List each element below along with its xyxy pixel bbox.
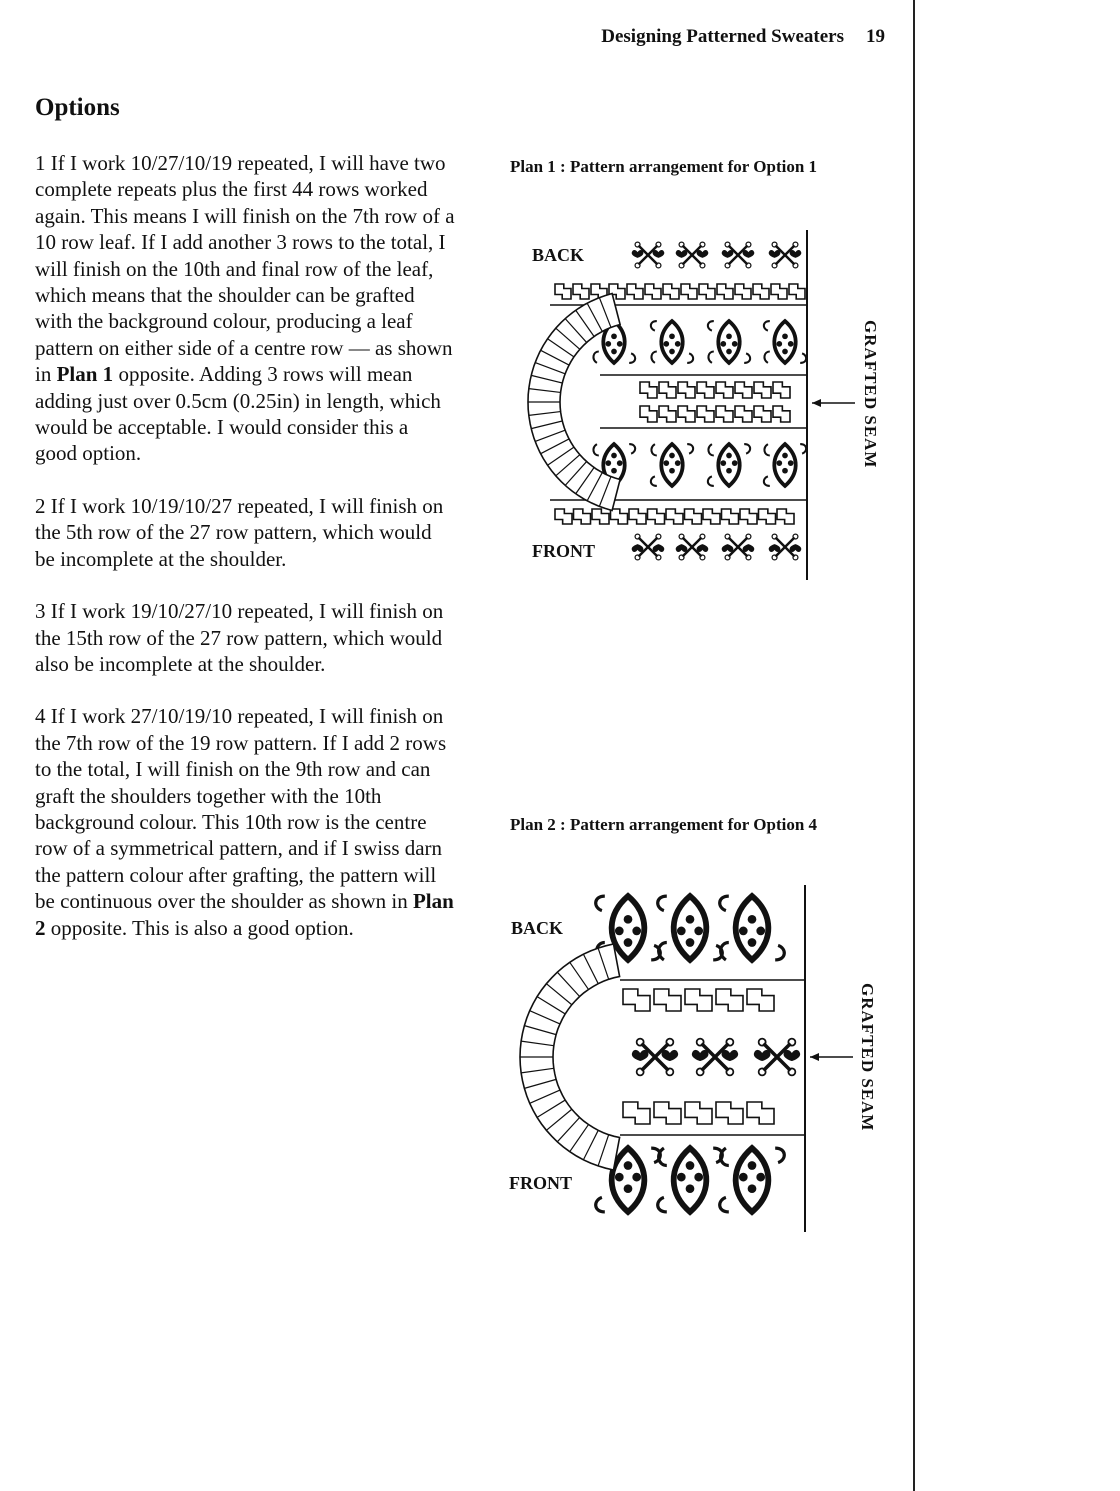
leaf-motif-row-front <box>593 444 806 486</box>
leaf-motif <box>651 321 693 363</box>
block-motif <box>574 509 591 524</box>
block-motif <box>753 284 769 299</box>
block-motif <box>754 382 771 398</box>
running-header <box>560 26 885 48</box>
block-motif <box>747 1102 774 1124</box>
block-motif <box>777 509 794 524</box>
page-edge-rule <box>913 0 915 1491</box>
section-heading: Options <box>35 94 120 121</box>
block-motif-row-back <box>555 284 805 299</box>
heart-cross-motif <box>722 534 755 560</box>
block-motif <box>735 406 752 422</box>
heart-cross-motif-row-back <box>632 242 802 268</box>
block-motif <box>681 284 697 299</box>
block-motif <box>735 284 751 299</box>
leaf-motif-row-back <box>596 896 785 960</box>
plan-1-front-label: FRONT <box>532 541 595 561</box>
block-motif <box>629 509 646 524</box>
leaf-motif <box>651 444 693 486</box>
plan-2-diagram <box>500 880 900 1240</box>
heart-cross-motif <box>676 534 709 560</box>
block-motif <box>716 989 743 1011</box>
neckband-arc <box>520 944 620 1170</box>
block-motif <box>648 509 665 524</box>
block-motif <box>699 284 715 299</box>
block-motif-row-front <box>555 509 794 524</box>
plan-2-seam-label: GRAFTED SEAM <box>858 983 877 1132</box>
block-motif <box>555 509 572 524</box>
heart-cross-motif <box>769 242 802 268</box>
block-motif <box>654 989 681 1011</box>
block-motif <box>611 509 628 524</box>
heart-cross-motif-row-front <box>632 534 802 560</box>
block-motif <box>573 284 589 299</box>
block-motif <box>623 989 650 1011</box>
leaf-motif <box>764 321 806 363</box>
heart-cross-motif <box>632 534 665 560</box>
block-motif <box>685 509 702 524</box>
leaf-motif <box>708 321 750 363</box>
block-motif <box>678 382 695 398</box>
heart-cross-motif <box>632 1039 678 1076</box>
block-motif-row-centre-2 <box>640 406 790 422</box>
block-motif <box>740 509 757 524</box>
leaf-motif <box>720 1148 785 1212</box>
block-motif <box>627 284 643 299</box>
block-motif <box>717 284 733 299</box>
block-motif <box>759 509 776 524</box>
option-paragraph-4: 4 If I work 27/10/19/10 repeated, I will finish on the 7th row of the 19 row pattern. If I add 2 rows to the total, I will finish on the 9th row and can graft the shoulders together with the 10th background colour. This 10th row is the centre row of a symmetrical pattern, and if I swiss darn the pattern colour after grafting, the pattern will be continuous over the shoulder as shown in Plan 2 opposite. This is also a good option. <box>35 704 454 940</box>
neckband-arc <box>528 294 620 511</box>
heart-cross-motif <box>692 1039 738 1076</box>
block-motif <box>685 1102 712 1124</box>
block-motif <box>654 1102 681 1124</box>
block-motif <box>697 382 714 398</box>
plan-1-caption: Plan 1 : Pattern arrangement for Option 1 <box>510 157 818 176</box>
leaf-motif-row-front <box>596 1148 785 1212</box>
block-motif <box>666 509 683 524</box>
block-motif <box>697 406 714 422</box>
block-motif <box>663 284 679 299</box>
block-motif <box>771 284 787 299</box>
block-motif <box>659 406 676 422</box>
heart-cross-motif <box>632 242 665 268</box>
running-header-title: Designing Patterned Sweaters <box>601 26 844 47</box>
seam-arrow-head <box>810 1053 819 1061</box>
block-motif <box>645 284 661 299</box>
plan-1-back-label: BACK <box>532 245 585 265</box>
block-motif <box>773 382 790 398</box>
body-text-column <box>35 150 455 967</box>
option-paragraph-2: 2 If I work 10/19/10/27 repeated, I will finish on the 5th row of the 27 row pattern, which would be incomplete at the shoulder. <box>35 493 444 571</box>
option-paragraph-1: 1 If I work 10/27/10/19 repeated, I will have two complete repeats plus the first 44 rows worked again. This means I will finish on the 7th row of a 10 row leaf. If I add another 3 rows to the total, I will finish on the 10th and final row of the leaf, which means that the shoulder can be grafted with the background colour, producing a leaf pattern on either side of a centre row — as shown in Plan 1 opposite. Adding 3 rows will mean adding just over 0.5cm (0.25in) in length, which would be acceptable. I would consider this a good option. <box>35 151 455 466</box>
block-motif-row-lower <box>623 1102 774 1124</box>
block-motif <box>678 406 695 422</box>
plan-2-front-label: FRONT <box>509 1173 572 1193</box>
block-motif <box>722 509 739 524</box>
page-number: 19 <box>866 26 885 47</box>
block-motif <box>640 406 657 422</box>
block-motif <box>555 284 571 299</box>
leaf-motif <box>658 896 723 960</box>
block-motif <box>659 382 676 398</box>
leaf-motif <box>658 1148 723 1212</box>
block-motif <box>685 989 712 1011</box>
block-motif <box>592 509 609 524</box>
block-motif-row-centre-1 <box>640 382 790 398</box>
block-motif <box>716 382 733 398</box>
block-motif <box>716 406 733 422</box>
heart-cross-motif <box>676 242 709 268</box>
block-motif <box>716 1102 743 1124</box>
leaf-motif <box>708 444 750 486</box>
block-motif <box>640 382 657 398</box>
block-motif <box>747 989 774 1011</box>
block-motif <box>735 382 752 398</box>
leaf-motif <box>764 444 806 486</box>
plan-1-seam-label: GRAFTED SEAM <box>861 320 880 469</box>
leaf-motif-row-back <box>593 321 806 363</box>
leaf-motif <box>720 896 785 960</box>
block-motif <box>703 509 720 524</box>
plan-2-back-label: BACK <box>511 918 564 938</box>
heart-cross-motif <box>769 534 802 560</box>
heart-cross-motif-row-centre <box>632 1039 800 1076</box>
block-motif <box>754 406 771 422</box>
block-motif <box>789 284 805 299</box>
plan-2-caption: Plan 2 : Pattern arrangement for Option 4 <box>510 815 818 834</box>
block-motif <box>623 1102 650 1124</box>
heart-cross-motif <box>754 1039 800 1076</box>
option-paragraph-3: 3 If I work 19/10/27/10 repeated, I will finish on the 15th row of the 27 row pattern, which would also be incomplete at the shoulder. <box>35 599 444 676</box>
block-motif <box>773 406 790 422</box>
plan-1-diagram <box>500 225 900 585</box>
seam-arrow-head <box>812 399 821 407</box>
heart-cross-motif <box>722 242 755 268</box>
block-motif-row-upper <box>623 989 774 1011</box>
